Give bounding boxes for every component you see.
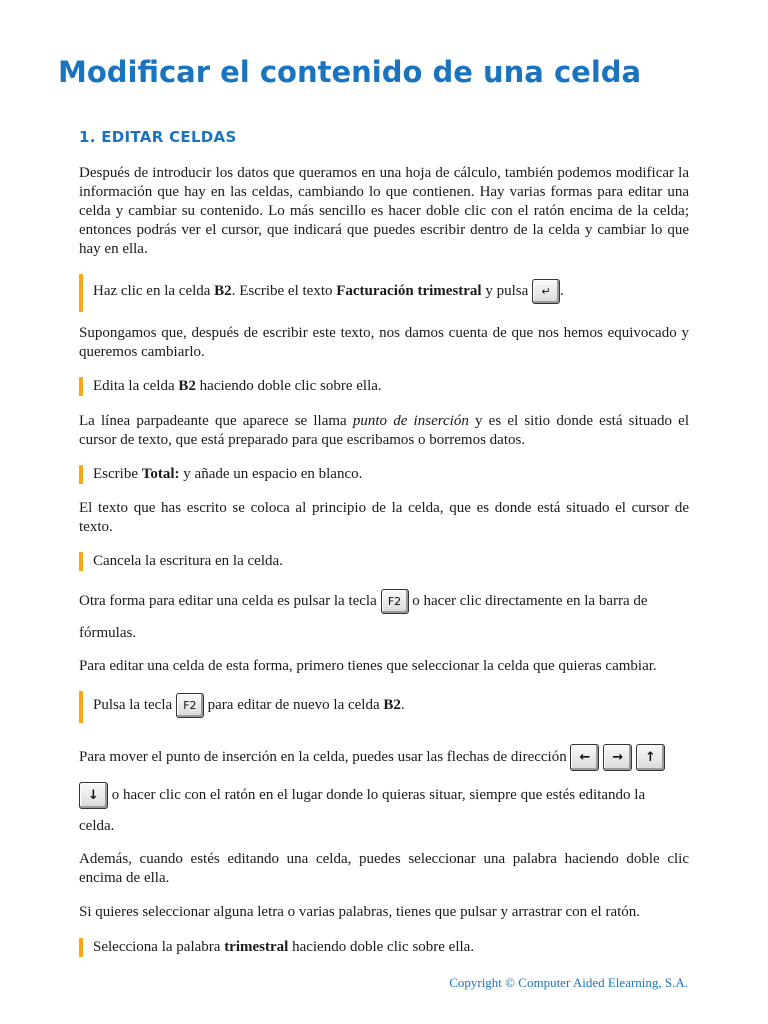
instruction-callout-4: Cancela la escritura en la celda. bbox=[79, 552, 283, 571]
paragraph-9: Si quieres seleccionar alguna letra o varias palabras, tienes que pulsar y arrastrar con el ratón. bbox=[79, 904, 641, 920]
paragraph-8: Además, cuando estés editando una celda, puedes seleccionar una palabra haciendo doble clic encima de ella. bbox=[79, 851, 689, 886]
paragraph-4: El texto que has escrito se coloca al principio de la celda, que es donde está situado el cursor de texto. bbox=[79, 500, 689, 535]
instruction-callout-1: Haz clic en la celda B2. Escribe el texto Facturación trimestral y pulsa ↵ . bbox=[79, 274, 564, 312]
up-arrow-key-icon: ↑ bbox=[636, 744, 665, 771]
paragraph-6: Para editar una celda de esta forma, primero tienes que seleccionar la celda que quieras cambiar. bbox=[79, 658, 657, 674]
section-heading: 1. EDITAR CELDAS bbox=[79, 128, 237, 146]
instruction-callout-6: Selecciona la palabra trimestral haciendo doble clic sobre ella. bbox=[79, 938, 474, 957]
f2-key-icon: F2 bbox=[381, 589, 409, 614]
paragraph-2: Supongamos que, después de escribir este texto, nos damos cuenta de que nos hemos equivocado y queremos cambiarlo. bbox=[79, 325, 689, 360]
page-title: Modificar el contenido de una celda bbox=[58, 55, 642, 89]
f2-key-icon: F2 bbox=[176, 693, 204, 718]
left-arrow-key-icon: ← bbox=[570, 744, 599, 771]
instruction-callout-2: Edita la celda B2 haciendo doble clic sobre ella. bbox=[79, 377, 382, 396]
right-arrow-key-icon: → bbox=[603, 744, 632, 771]
instruction-callout-5: Pulsa la tecla F2 para editar de nuevo la celda B2. bbox=[79, 691, 405, 723]
paragraph-7-line-3: celda. bbox=[79, 818, 115, 834]
copyright-footer: Copyright © Computer Aided Elearning, S.A. bbox=[449, 975, 688, 990]
paragraph-7-line-1: Para mover el punto de inserción en la celda, puedes usar las flechas de dirección ← → ↑ bbox=[79, 744, 689, 771]
down-arrow-key-icon: ↓ bbox=[79, 782, 108, 809]
paragraph-7-line-2: ↓ o hacer clic con el ratón en el lugar donde lo quieras situar, siempre que estés editando la bbox=[79, 782, 689, 809]
paragraph-5-line-2: fórmulas. bbox=[79, 625, 137, 641]
enter-key-icon: ↵ bbox=[532, 279, 560, 304]
paragraph-5-line-1: Otra forma para editar una celda es pulsar la tecla F2 o hacer clic directamente en la barra de bbox=[79, 589, 689, 614]
instruction-callout-3: Escribe Total: y añade un espacio en blanco. bbox=[79, 465, 362, 484]
intro-paragraph: Después de introducir los datos que queramos en una hoja de cálculo, también podemos modificar la información que hay en las celdas, cambiando lo que contienen. Hay varias formas para editar una celda y cambiar su contenido. Lo más sencillo es hacer doble clic con el ratón encima de la celda; entonces podrás ver el cursor, que indicará que puedes escribir dentro de la celda y cambiar lo que hay en ella. bbox=[79, 165, 689, 257]
paragraph-3: La línea parpadeante que aparece se llama punto de inserción y es el sitio donde está situado el cursor de texto, que está preparado para que escribamos o borremos datos. bbox=[79, 413, 689, 448]
